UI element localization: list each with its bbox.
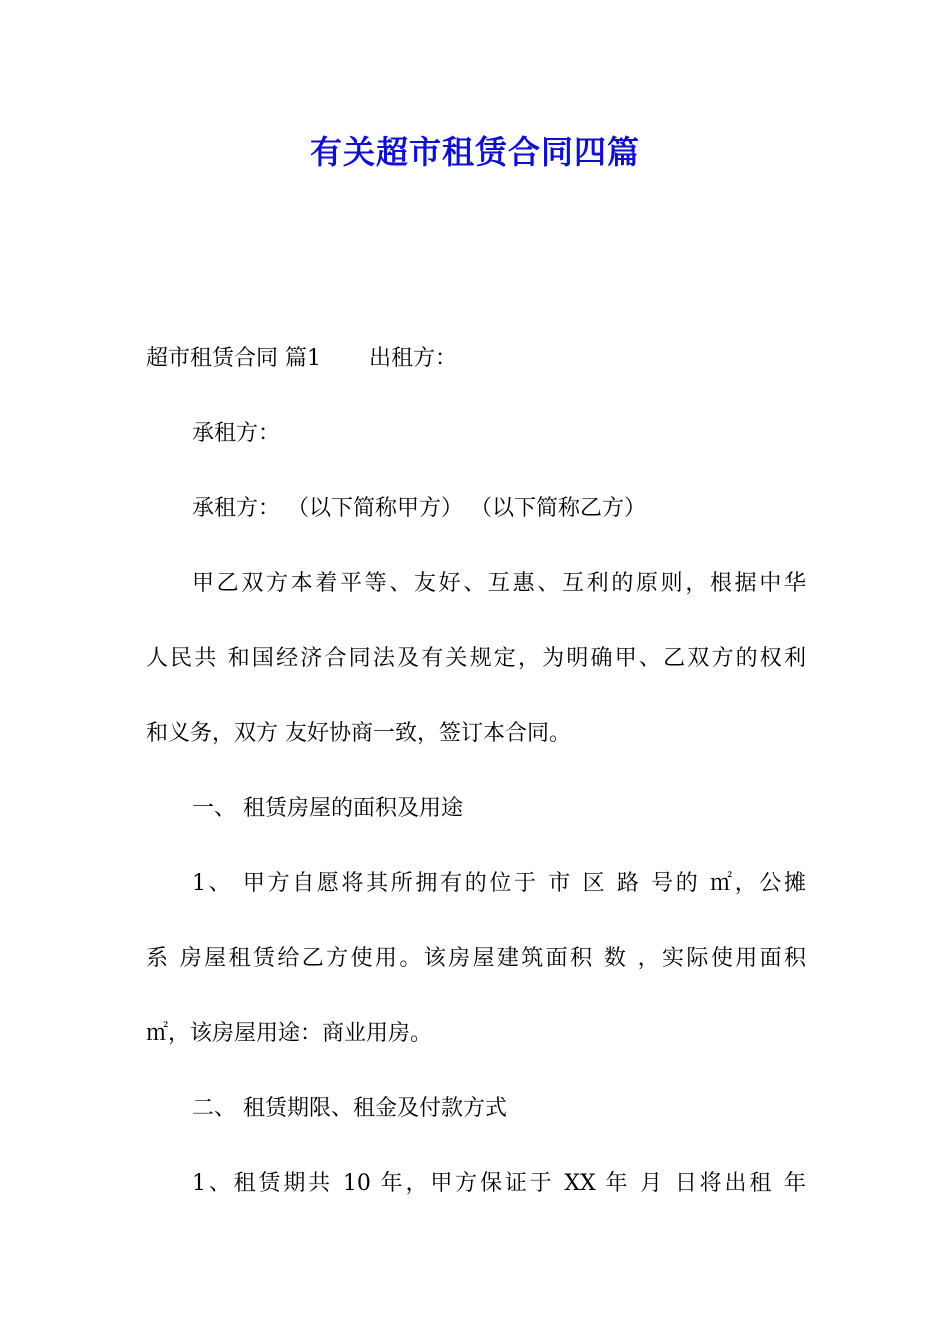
paragraph-line: 系 房屋租赁给乙方使用。该房屋建筑面积 数 ，实际使用面积 [146, 946, 806, 971]
section-heading: 二、 租赁期限、租金及付款方式 [192, 1096, 507, 1121]
contract-section-label: 超市租赁合同 篇1 [146, 346, 321, 371]
paragraph-line: 1、租赁期共 10 年，甲方保证于 XX 年 月 日将出租 年 [192, 1171, 806, 1196]
section-heading: 一、 租赁房屋的面积及用途 [192, 796, 463, 821]
party-abbreviation-line: 承租方： （以下简称甲方） （以下简称乙方） [192, 496, 646, 521]
contract-heading-line [146, 343, 806, 375]
lessor-label: 出租方： [369, 346, 458, 371]
paragraph-line: 1、 甲方自愿将其所拥有的位于 市 区 路 号的 ㎡，公摊 [192, 871, 806, 896]
paragraph-line: ㎡，该房屋用途：商业用房。 [146, 1021, 433, 1046]
paragraph-line: 和义务，双方 友好协商一致，签订本合同。 [146, 721, 571, 746]
paragraph-line: 甲乙双方本着平等、友好、互惠、互利的原则，根据中华 [192, 571, 806, 596]
lessee-label: 承租方： [192, 421, 281, 446]
document-title: 有关超市租赁合同四篇 [309, 133, 640, 171]
paragraph-line: 人民共 和国经济合同法及有关规定，为明确甲、乙双方的权利 [146, 646, 806, 671]
